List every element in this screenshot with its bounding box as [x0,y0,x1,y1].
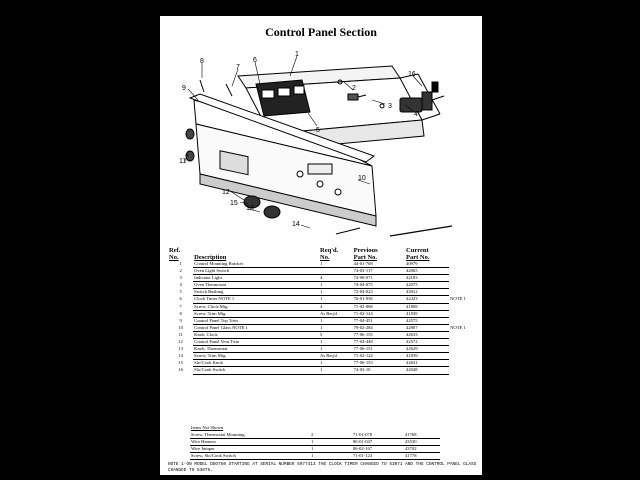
cell-qty: 5 [319,331,353,338]
table-row [168,324,468,331]
callout-5: 5 [316,127,320,134]
cell-note [449,289,468,296]
cell-qty: 1 [310,453,352,460]
cell-current-part: 42572 [405,339,449,346]
cell-previous-part: 74-08-071 [353,275,405,282]
header-qty [319,247,353,261]
cell-previous-part: 77-04-451 [353,317,405,324]
cell-qty: 1 [319,296,353,303]
callout-13: 13 [246,205,254,212]
table-row [190,446,440,453]
cell-note [449,353,468,360]
cell-qty: As Req'd. [319,310,353,317]
callout-4: 4 [414,111,418,118]
cell-ref: 14 [178,353,183,359]
callout-10: 10 [358,175,366,182]
cell-current-part: 42065 [405,268,449,275]
callout-12: 12 [222,189,230,196]
cell-note [449,303,468,310]
cell-qty: 1 [310,439,352,446]
cell-current-part: 41839 [405,353,449,360]
cell-previous-part: 71-01-078 [352,432,404,439]
callout-1: 1 [295,51,299,58]
cell-previous-part: 71-02-124 [353,310,405,317]
header-qty-line2: No. [320,254,330,261]
cell-description: Switch Bushing [193,289,319,296]
cell-ref: 1 [179,261,182,267]
cell-ref: 15 [178,360,183,366]
cell-previous-part: 76-01-036 [353,296,405,303]
cell-ref: 9 [179,317,182,323]
table-row [168,268,468,275]
exploded-diagram [160,16,482,246]
cell-description: Screw, Thermostat Mounting [190,432,310,439]
cell-current-part: 41808 [405,303,449,310]
cell-previous-part: 79-02-284 [353,324,405,331]
header-ref-line2: No. [169,254,179,261]
header-previous [353,247,405,261]
table-row [190,439,440,446]
cell-qty: 1 [319,367,353,374]
table-row [168,261,468,268]
cell-description: Control Mounting Bracket [193,261,319,268]
cell-note [449,282,468,289]
cell-qty: 1 [319,282,353,289]
header-current-line1: Current [406,247,429,254]
cell-current-part: 42631 [405,360,449,367]
cell-ref: 12 [178,339,183,345]
cell-description: Screw, Slo/Cook Switch [190,453,310,460]
cell-qty: 1 [310,446,352,453]
callout-6: 6 [253,57,257,64]
cell-description: Control Panel Vent Trim [193,339,319,346]
header-ref-line1: Ref. [169,247,181,254]
cell-qty: 1 [319,339,353,346]
cell-current-part: 42183 [405,275,449,282]
cell-note [449,360,468,367]
cell-note: NOTE 1 [450,324,466,330]
cell-description: Screw, Trim Mtg. [193,353,319,360]
cell-ref: 5 [179,289,182,295]
cell-description: Screw, Trim Mtg. [193,310,319,317]
header-note [449,247,468,261]
cell-current-part: 42807 [405,324,449,331]
table-row [168,275,468,282]
header-description [193,247,319,261]
cell-current-part: 43012 [405,289,449,296]
cell-current-part: 41768 [404,432,440,439]
parts-table [168,247,468,375]
cell-description: Oven Light Switch [193,268,319,275]
cell-ref: 2 [179,268,182,274]
cell-qty [319,268,353,275]
cell-current-part: 42575 [405,317,449,324]
cell-note [449,268,468,275]
cell-previous-part: 86-02-167 [352,446,404,453]
parts-sheet [160,16,482,475]
cell-previous-part: 74-04-075 [353,282,405,289]
table-row [168,353,468,360]
cell-note [449,339,468,346]
header-description-label: Description [194,254,227,261]
callout-16: 16 [408,71,416,78]
cell-ref: 11 [178,331,183,337]
header-current-line2: Part No. [406,254,430,261]
cell-note [449,310,468,317]
table-row [168,310,468,317]
cell-ref: 4 [179,282,182,288]
cell-description: Indicator Light [193,275,319,282]
header-current [405,247,449,261]
cell-qty: 1 [319,289,353,296]
cell-ref: 16 [178,367,183,373]
items-not-shown-heading: Items Not Shown [191,425,224,430]
table-row [168,282,468,289]
cell-ref: 7 [179,303,182,309]
parts-table-body [168,261,468,374]
cell-qty: 1 [319,317,353,324]
cell-ref: 3 [179,275,182,281]
table-row [168,303,468,310]
cell-note [449,317,468,324]
cell-description: Slo/Cook Knob [193,360,319,367]
table-row [168,331,468,338]
cell-qty: 4 [319,275,353,282]
footnote: NOTE 1-ON MODEL DDO750 STARTING AT SERIAL NUMBER 6077413 THE CLOCK TIMER CHANGED TO 53071 AND THE CONTROL PANEL GLASS CHANGED TO 53075. [168,462,477,473]
cell-current-part: 42423 [405,296,449,303]
cell-current-part: 42633 [405,331,449,338]
header-previous-line1: Previous [353,247,378,254]
cell-current-part: 43702 [404,446,440,453]
cell-ref: 13 [178,346,183,352]
cell-description: Wire Harness [190,439,310,446]
cell-note [449,261,468,268]
cell-ref: 6 [179,296,182,302]
table-row [168,346,468,353]
cell-previous-part: 74-03-10 [353,367,405,374]
cell-previous-part: 77-06-151 [353,346,405,353]
cell-previous-part: 44-01-768 [353,261,405,268]
callout-14: 14 [292,221,300,228]
cell-description: Clock Timer NOTE 1 [193,296,319,303]
table-row [168,317,468,324]
cell-qty: 1 [319,324,353,331]
callout-3: 3 [388,103,392,110]
callout-9: 9 [182,85,186,92]
header-qty-line1: Req'd. [320,247,339,254]
cell-current-part: 42048 [405,367,449,374]
cell-current-part: 43530 [404,439,440,446]
cell-previous-part: 74-03-117 [353,268,405,275]
cell-qty: As Req'd [319,353,353,360]
cell-previous-part: 77-06-153 [353,360,405,367]
cell-description: Oven Thermostat [193,282,319,289]
cell-previous-part: 72-04-023 [353,289,405,296]
cell-previous-part: 77-06-155 [353,331,405,338]
cell-qty: 4 [319,303,353,310]
cell-ref: 10 [178,324,183,330]
cell-description: Wire Jumper [190,446,310,453]
callout-15: 15 [230,200,238,207]
table-header-row [168,247,468,261]
cell-qty: 1 [319,261,353,268]
callout-7: 7 [236,64,240,71]
header-previous-line2: Part No. [353,254,378,261]
cell-description: Screw, Clock Mtg. [193,303,319,310]
cell-previous-part: 86-01-047 [352,439,404,446]
cell-description: Slo/Cook Switch [193,367,319,374]
callout-2: 2 [352,85,356,92]
table-row [168,289,468,296]
callout-8: 8 [200,58,204,65]
cell-note: NOTE 1 [450,296,466,302]
cell-description: Knob, Clock [193,331,319,338]
callout-11: 11 [179,158,187,165]
table-row [168,339,468,346]
cell-previous-part: 71-01-123 [352,453,404,460]
items-not-shown-table [190,432,440,460]
header-ref [168,247,193,261]
cell-current-part: 42629 [405,346,449,353]
cell-description: Knob, Thermostat [193,346,319,353]
cell-qty: 2 [310,432,352,439]
cell-previous-part: 71-02-124 [353,353,405,360]
cell-description: Control Panel Glass NOTE 1 [193,324,319,331]
cell-previous-part: 71-02-068 [353,303,405,310]
cell-previous-part: 77-04-448 [353,339,405,346]
table-row [168,296,468,303]
cell-current-part: 41839 [405,310,449,317]
cell-qty: 1 [319,346,353,353]
cell-note [449,331,468,338]
table-row [168,360,468,367]
cell-note [449,346,468,353]
page-title: Control Panel Section [265,25,377,39]
clock-timer [256,80,310,116]
table-row [190,453,440,460]
cell-description: Control Panel Top Trim [193,317,319,324]
cell-note [449,275,468,282]
items-not-shown-body [190,432,440,460]
cell-current-part: 41778 [404,453,440,460]
cell-ref: 8 [179,310,182,316]
cell-current-part: 40979 [405,261,449,268]
cell-note [449,367,468,374]
cell-current-part: 42075 [405,282,449,289]
table-row [168,367,468,374]
cell-qty: 1 [319,360,353,367]
